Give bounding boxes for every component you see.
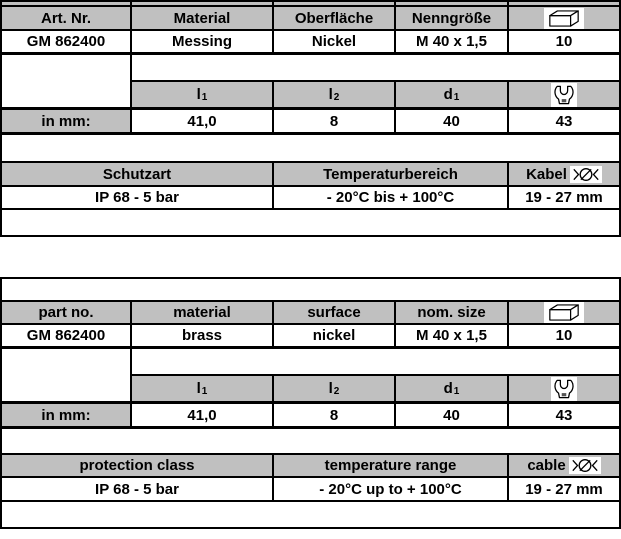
spacer-row (2, 279, 619, 300)
material-value: brass (130, 325, 272, 346)
wrench-size-value: 43 (507, 404, 619, 426)
temperature-range-header: Temperaturbereich (272, 163, 507, 185)
part-no-header: part no. (2, 302, 130, 323)
temperature-range-value: - 20°C up to + 100°C (272, 478, 507, 500)
nominal-size-value: M 40 x 1,5 (394, 31, 507, 52)
protection-class-value: IP 68 - 5 bar (95, 189, 179, 206)
wrench-size-header (507, 82, 619, 107)
protection-class-header: Schutzart (2, 163, 272, 185)
spacer-row (132, 349, 619, 374)
material-header: material (130, 302, 272, 323)
material-header: Material (130, 7, 272, 29)
cable-diameter-value: 19 - 27 mm (507, 187, 619, 208)
spacer-cell (2, 55, 132, 107)
cable-diameter-header: cable (507, 455, 619, 476)
pack-qty-header (507, 7, 619, 29)
dimension-values-row (2, 110, 619, 135)
protection-class-value: IP 68 - 5 bar (95, 480, 179, 498)
surface-header: Oberfläche (272, 7, 394, 29)
unit-label: in mm: (2, 110, 130, 132)
pack-qty-value: 10 (507, 325, 619, 346)
cable-diameter-header: Kabel (507, 163, 619, 185)
l2-value: 8 (272, 404, 394, 426)
cable-diameter-value: 19 - 27 mm (507, 478, 619, 500)
d1-header: d 1 (394, 376, 507, 401)
unit-label: in mm: (2, 404, 130, 426)
l2-value: 8 (272, 110, 394, 132)
specs-header-row (2, 455, 619, 478)
specs-header-row (2, 163, 619, 187)
temperature-range-value: - 20°C bis + 100°C (272, 187, 507, 208)
specs-values-row (2, 187, 619, 210)
wrench-size-icon (551, 83, 577, 107)
wrench-size-icon (551, 377, 577, 401)
d1-value: 40 (394, 404, 507, 426)
dimension-header-block (2, 55, 619, 110)
l2-header: l 2 (272, 82, 394, 107)
spacer-row (2, 429, 619, 453)
d1-value: 40 (394, 110, 507, 132)
protection-class-header: protection class (2, 455, 272, 476)
wrench-size-value: 43 (507, 110, 619, 132)
cable-diameter-icon (569, 457, 601, 474)
package-unit-icon (544, 302, 584, 323)
surface-header: surface (272, 302, 394, 323)
surface-value: Nickel (272, 31, 394, 52)
wrench-size-header (507, 376, 619, 401)
part-no-header: Art. Nr. (2, 7, 130, 29)
dimension-header-block (2, 349, 619, 404)
package-unit-icon (544, 8, 584, 29)
l1-header: l 1 (132, 376, 272, 401)
spacer-row (2, 135, 619, 161)
spacer-row (132, 55, 619, 80)
specs-values-row (2, 478, 619, 502)
spacer-cell (2, 349, 132, 401)
spacer-row (2, 210, 619, 235)
product-row (2, 325, 619, 349)
nominal-size-header: nom. size (394, 302, 507, 323)
product-row (2, 31, 619, 55)
l1-value: 41,0 (130, 404, 272, 426)
part-no-value: GM 862400 (26, 33, 106, 50)
pack-qty-header (507, 302, 619, 323)
d1-header: d 1 (394, 82, 507, 107)
l2-header: l 2 (272, 376, 394, 401)
header-row (2, 302, 619, 325)
cable-diameter-icon (570, 166, 602, 183)
header-row (2, 7, 619, 31)
dimension-values-row (2, 404, 619, 429)
surface-value: nickel (272, 325, 394, 346)
material-value: Messing (130, 31, 272, 52)
temperature-range-header: temperature range (272, 455, 507, 476)
part-no-value: GM 862400 (26, 327, 106, 344)
pack-qty-value: 10 (507, 31, 619, 52)
l1-value: 41,0 (130, 110, 272, 132)
nominal-size-header: Nenngröße (394, 7, 507, 29)
spec-table-german (0, 0, 621, 237)
spacer-row (2, 502, 619, 527)
l1-header: l 1 (132, 82, 272, 107)
nominal-size-value: M 40 x 1,5 (394, 325, 507, 346)
spec-table-english (0, 277, 621, 529)
